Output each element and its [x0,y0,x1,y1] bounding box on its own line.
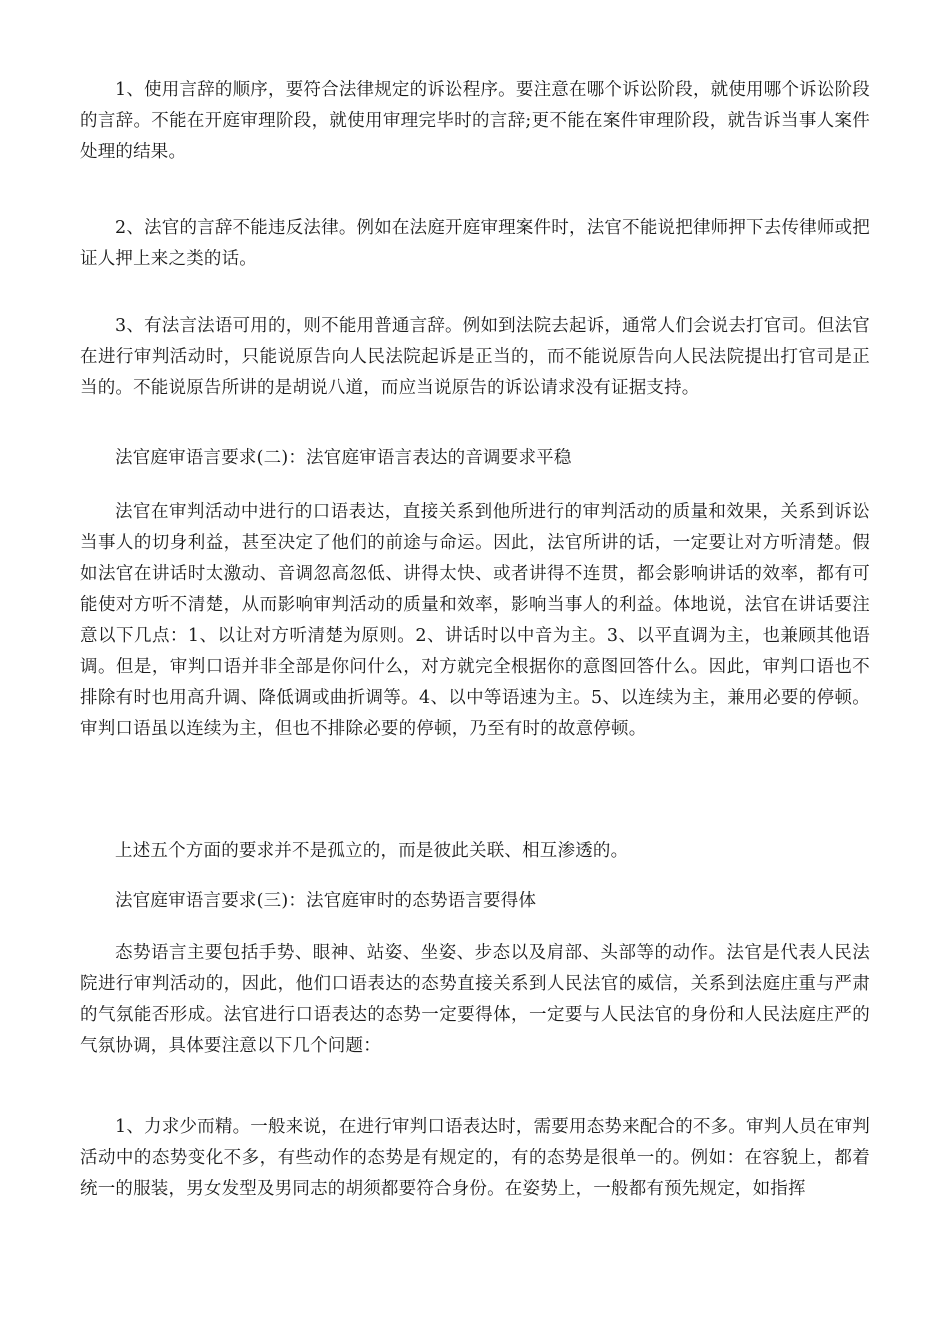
paragraph-rule-1: 1、使用言辞的顺序，要符合法律规定的诉讼程序。要注意在哪个诉讼阶段，就使用哪个诉讼阶段的言辞。不能在开庭审理阶段，就使用审理完毕时的言辞;更不能在案件审理阶段，就告诉当事人案件处理的结果。 [80,80,870,162]
paragraph-gesture-rule-1: 1、力求少而精。一般来说，在进行审判口语表达时，需要用态势来配合的不多。审判人员在审判活动中的态势变化不多，有些动作的态势是有规定的，有的态势是很单一的。例如：在容貌上，都着统一的服装，男女发型及男同志的胡须都要符合身份。在姿势上，一般都有预先规定，如指挥 [80,1117,870,1199]
paragraph-rule-2: 2、法官的言辞不能违反法律。例如在法庭开庭审理案件时，法官不能说把律师押下去传律师或把证人押上来之类的话。 [80,218,870,269]
paragraph-rule-3: 3、有法言法语可用的，则不能用普通言辞。例如到法院去起诉，通常人们会说去打官司。但法官在进行审判活动时，只能说原告向人民法院起诉是正当的，而不能说原告向人民法院提出打官司是正当的。不能说原告所讲的是胡说八道，而应当说原告的诉讼请求没有证据支持。 [80,316,870,398]
paragraph-summary: 上述五个方面的要求并不是孤立的，而是彼此关联、相互渗透的。 [115,841,629,861]
section-heading-2: 法官庭审语言要求(二)：法官庭审语言表达的音调要求平稳 [115,448,572,468]
section-heading-3: 法官庭审语言要求(三)：法官庭审时的态势语言要得体 [115,891,537,911]
paragraph-body-language: 态势语言主要包括手势、眼神、站姿、坐姿、步态以及肩部、头部等的动作。法官是代表人民法院进行审判活动的，因此，他们口语表达的态势直接关系到人民法官的威信，关系到法庭庄重与严肃的气氛能否形成。法官进行口语表达的态势一定要得体，一定要与人民法官的身份和人民法庭庄严的气氛协调，具体要注意以下几个问题： [80,943,870,1056]
paragraph-tone-requirements: 法官在审判活动中进行的口语表达，直接关系到他所进行的审判活动的质量和效果，关系到诉讼当事人的切身利益，甚至决定了他们的前途与命运。因此，法官所讲的话，一定要让对方听清楚。假如法官在讲话时太激动、音调忽高忽低、讲得太快、或者讲得不连贯，都会影响讲话的效率，都有可能使对方听不清楚，从而影响审判活动的质量和效率，影响当事人的利益。体地说，法官在讲话要注意以下几点：1、以让对方听清楚为原则。2、讲话时以中音为主。3、以平直调为主，也兼顾其他语调。但是，审判口语并非全部是你问什么，对方就完全根据你的意图回答什么。因此，审判口语也不排除有时也用高升调、降低调或曲折调等。4、以中等语速为主。5、以连续为主，兼用必要的停顿。审判口语虽以连续为主，但也不排除必要的停顿，乃至有时的故意停顿。 [80,502,870,739]
